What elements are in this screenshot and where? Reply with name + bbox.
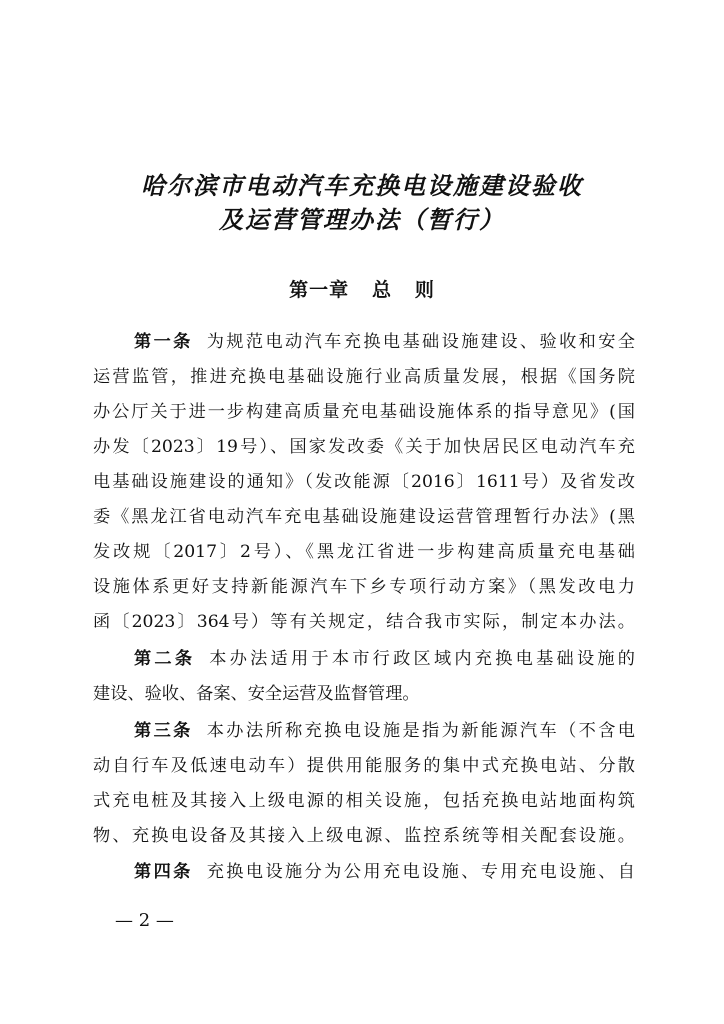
article-1-line-9: 函〔2023〕364号）等有关规定，结合我市实际，制定本办法。 [93,612,635,632]
article-1-line-7: 发改规〔2017〕2号）、《黑龙江省进一步构建高质量充电基础 [93,542,635,562]
chapter-heading: 第一章 总 则 [289,279,435,301]
article-1-line-4: 办发〔2023〕19号）、国家发改委《关于加快居民区电动汽车充 [93,437,635,457]
document-title-line-1: 哈尔滨市电动汽车充换电设施建设验收 [141,171,583,200]
article-1-line-8: 设施体系更好支持新能源汽车下乡专项行动方案》（黑发改电力 [93,577,635,597]
article-2-line-2: 建设、验收、备案、安全运营及监督管理。 [93,684,420,704]
article-1-line-2: 运营监管，推进充换电基础设施行业高质量发展，根据《国务院 [93,367,635,387]
article-1-line-5: 电基础设施建设的通知》（发改能源〔2016〕1611号）及省发改 [93,472,635,492]
document-title-line-2: 及运营管理办法（暂行） [219,205,505,234]
article-4-line-1 [134,858,635,886]
article-3-line-4: 物、充换电设备及其接入上级电源、监控系统等相关配套设施。 [93,826,635,846]
article-2-text: 本办法适用于本市行政区域内充换电基础设施的 [209,649,635,669]
article-1-line-1 [134,328,635,356]
article-2-label: 第二条 [134,649,196,669]
article-3-line-2: 动自行车及低速电动车）提供用能服务的集中式充换电站、分散 [93,756,635,776]
article-3-text: 本办法所称充换电设施是指为新能源汽车（不含电 [206,721,635,741]
article-4-text: 充换电设施分为公用充电设施、专用充电设施、自 [206,862,635,882]
article-1-line-3: 办公厅关于进一步构建高质量充电基础设施体系的指导意见》(国 [93,402,635,422]
article-3-line-1 [134,717,635,745]
article-1-text: 为规范电动汽车充换电基础设施建设、验收和安全 [206,332,635,352]
page-number: — 2 — [115,910,174,931]
article-1-label: 第一条 [134,332,193,352]
article-2-line-1 [134,645,635,673]
article-4-label: 第四条 [134,862,193,882]
article-3-line-3: 式充电桩及其接入上级电源的相关设施，包括充换电站地面构筑 [93,791,635,811]
article-3-label: 第三条 [134,721,193,741]
article-1-line-6: 委《黑龙江省电动汽车充电基础设施建设运营管理暂行办法》(黑 [93,507,635,527]
